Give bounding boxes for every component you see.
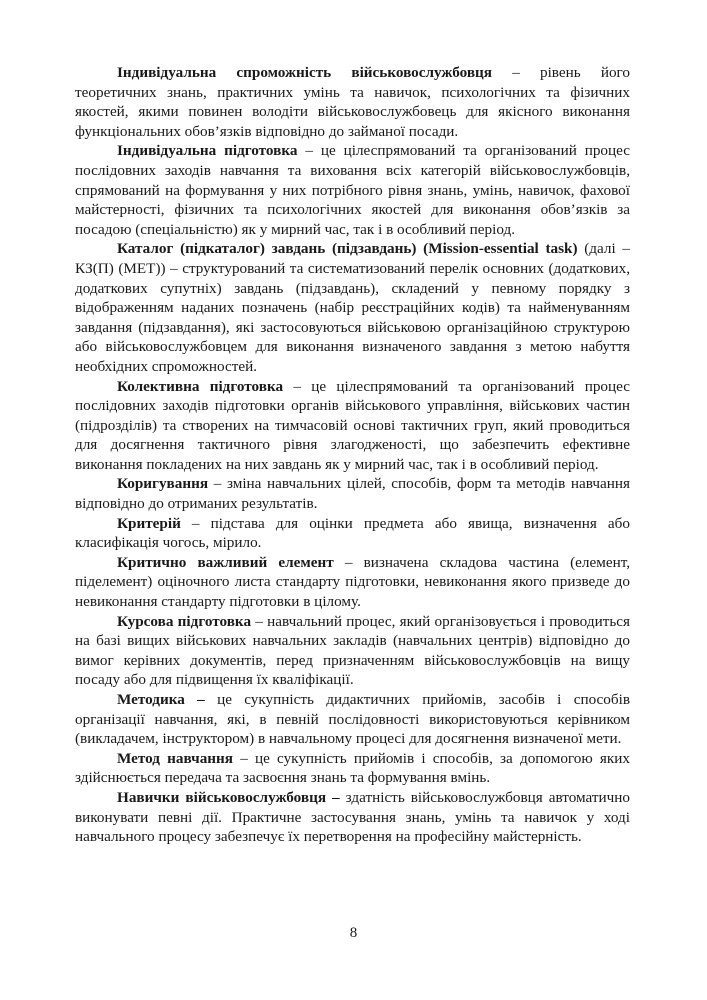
glossary-definition: це сукупність прийомів і способів, за допомогою яких здійснюється передача та засвоєння знань та формування вмінь. [75,749,630,787]
term-separator: – [492,64,540,81]
glossary-term: Критично важливий елемент [117,553,334,571]
glossary-term: Індивідуальна підготовка [117,142,298,160]
term-separator: – [333,553,364,571]
glossary-definition: це сукупність дидактичних прийомів, засобів і способів організації навчання, які, в певній послідовності використовуються керівником (викладачем, інструктором) в навчальному процесі для досягнення визначеної мети. [75,691,630,748]
glossary-definition: це цілеспрямований та організований процес послідовних заходів підготовки органів військового управління, військових частин (підрозділів) та створених на тимчасовій основі тактичних груп, який проводиться для досягнення тактичного рівня злагодженості, що забезпечить ефективне виконання покладених на них завдань як у мирний час, так і в особливий період. [75,377,631,473]
glossary-definition: підстава для оцінки предмета або явища, визначення або класифікація чогось, мірило. [75,514,630,552]
glossary-entry [75,141,630,239]
page-number: 8 [349,925,358,941]
glossary-term: Критерій [117,514,181,532]
glossary-entry [75,690,630,749]
term-separator: – [180,514,211,532]
glossary-definition: це цілеспрямований та організований процес послідовних заходів навчання та виховання всіх категорій військовослужбовців, спрямований на формування у них потрібного рівня знань, умінь, навичок, фахової майстерності, фізичних та психологічних якостей для виконання обов’язків за посадою (спеціальністю) як у мирний час, так і в особливий період. [75,142,631,238]
glossary-definition: (далі – КЗ(П) (MET)) – структурований та систематизований перелік основних (додаткових, додаткових супутніх) завдань (підзавдань), складений у певному порядку з відображенням наданих позначень (набір реєстраційних кодів) та найменуванням завдання (підзавдання), які застосовуються військовою організаційною структурою або військовослужбовцем для виконання визначеного завдання з метою набуття необхідних спроможностей. [75,240,630,375]
glossary-entry [75,788,630,847]
glossary-term: Методика – [117,691,205,708]
glossary-definition: здатність військовослужбовця автоматично виконувати певні дії. Практичне застосування знань, умінь та навичок у ході навчального процесу забезпечує їх перетворення на професійну майстерність. [75,788,631,846]
glossary-term: Навички військовослужбовця – [117,788,340,806]
glossary-term: Індивідуальна спроможність військовослужбовця [117,64,493,81]
glossary-entry [75,553,630,612]
glossary-text [75,63,630,847]
glossary-entry [75,514,630,553]
glossary-entry [75,474,630,513]
glossary-entry [75,377,630,475]
term-separator: – [208,475,227,493]
glossary-term: Курсова підготовка [117,612,252,630]
glossary-definition: визначена складова частина (елемент, піделемент) оціночного листа стандарту підготовки, невиконання якого призведе до невиконання стандарту підготовки в цілому. [75,553,631,611]
glossary-term: Коригування [117,475,209,493]
glossary-definition: рівень його теоретичних знань, практичних умінь та навичок, психологічних та фізичних якостей, якими повинен володіти військовослужбовець для якісного виконання функціональних обов’язків відповідно до займаної посади. [75,64,630,140]
glossary-term: Колективна підготовка [117,377,284,395]
glossary-entry [75,749,630,788]
glossary-entry [75,612,630,690]
term-separator: – [283,377,312,395]
term-separator: – [297,142,321,160]
term-separator [205,691,217,708]
glossary-term: Метод навчання [117,749,234,767]
term-separator: – [233,749,255,767]
glossary-definition: навчальний процес, який організовується і проводиться на базі вищих військових навчальних закладів (навчальних центрів) відповідно до вимог керівних документів, перед призначенням військовослужбовців на вищу посаду або для підвищення їх кваліфікації. [75,612,630,689]
glossary-entry [75,239,630,376]
glossary-entry [75,63,630,141]
glossary-definition: зміна навчальних цілей, способів, форм та методів навчання відповідно до отриманих результатів. [75,475,631,513]
glossary-term: Каталог (підкаталог) завдань (підзавдань) (Mission-essential task) [117,240,578,258]
term-separator: – [251,612,268,630]
